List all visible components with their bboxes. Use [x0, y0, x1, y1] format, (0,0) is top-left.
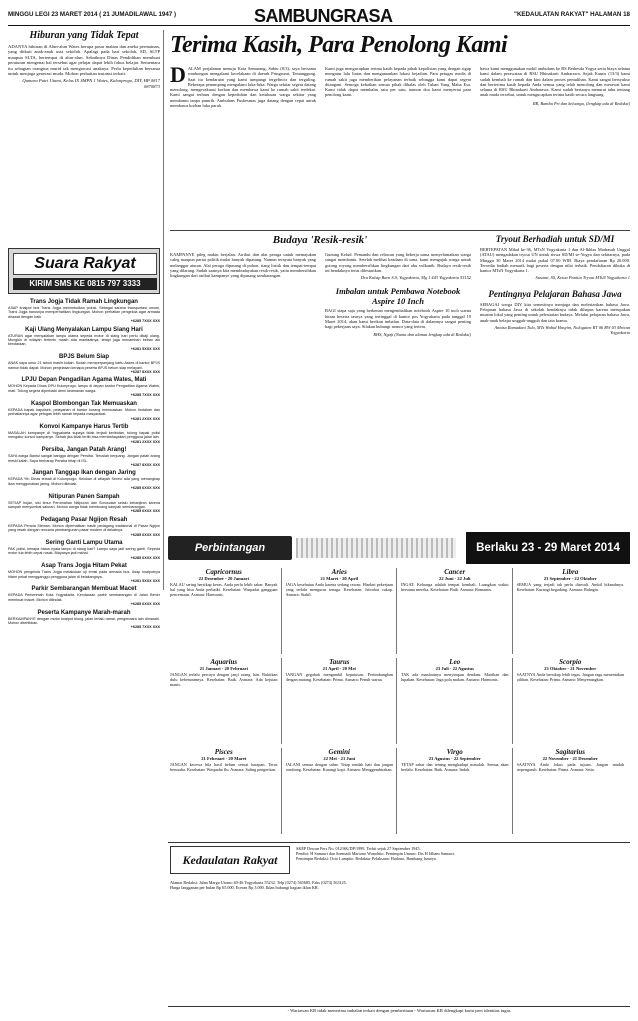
tryout-body: BERTEPATAN Milad ke-36, MTsN Yogyakarta 1 dan Al-Ikhlas Madrasah Unggul (ATAU) mengadakan tryout UN untuk siswa SD/MI se-Yogya dan sekitarnya, pada Minggu 30 Maret 2014 mulai pukul 07.00 WIB. Biaya pendaftaran Rp 20.000. Tersedia hadiah menarik bagi peserta dengan nilai terbaik. Pendaftaran dibuka di kantor MTsN Yogyakarta 1. — [480, 247, 630, 274]
masthead-line: SKEP Dewan Pers No. 012/SK/DP/1999. Terbit sejak 27 September 1945. — [296, 846, 421, 851]
zodiac-divider — [281, 748, 282, 834]
sms-item — [8, 353, 160, 374]
zodiac-divider — [512, 568, 513, 654]
zodiac-taurus — [286, 658, 394, 746]
sms-title: LPJU Depan Pengadilan Agama Wates, Mati — [21, 377, 147, 384]
column-divider — [163, 30, 164, 590]
sms-item — [8, 585, 160, 606]
sms-body: KEPADA Yth Dinas terkait di Kulonprogo. Selokan di wilayah Sermo ada yang menangkap ikan menggunakan jaring. Mohon ditindak. — [8, 477, 160, 486]
zodiac-gemini — [286, 748, 394, 836]
sms-title: Persiba, Jangan Patah Arang! — [41, 447, 127, 454]
sms-title: Kaspol Blombongan Tak Memuaskan — [31, 400, 137, 407]
zodiac-divider — [512, 658, 513, 744]
zodiac-name: Capricornus — [205, 568, 242, 576]
imbalan-title: Imbalan untuk Pembawa Notebook Aspire 10 Inch — [335, 286, 461, 307]
masthead-line: Pendiri: H Samawi dan Soemadi Martono Wonohito. Pemimpin Umum: Drs H Idham Samawi. — [296, 851, 456, 856]
imbalan-body: BAGI siapa saja yang berkenan mengembalikan notebook Aspire 10 inch warna hitam beserta tasnya yang tertinggal di kantor pos Yogyakarta pada tanggal 19 Maret 2014, akan kami berikan imbalan. Data-data di dalamnya sangat penting bagi pekerjaan saya. Silakan hubungi nomor yang tertera. — [325, 308, 471, 330]
zodiac-name: Aquarius — [210, 658, 238, 666]
sms-phone: +6285 7XXX XXX — [130, 625, 160, 630]
sms-title: Konvoi Kampanye Harus Tertib — [39, 423, 129, 430]
sms-title: BPJS Belum Siap — [58, 354, 109, 361]
zodiac-sagitarius — [517, 748, 625, 836]
sms-body: ASAP knalpot bus Trans Jogja menimbulkan polusi. Sebagai sarana transportasi umum, Trans Jogja harusnya memperhatikan lingkungan. Mohon perhatian pengelola agar armada dirawat dengan baik. — [8, 306, 160, 319]
zodiac-date: 21 Maret - 20 April — [320, 576, 359, 581]
sms-item — [8, 539, 160, 560]
masthead-line: Pemimpin Redaksi: Octo Lampito. Redaktur Pelaksana: Hudono, Bambang Ismoyo. — [296, 856, 438, 861]
main-col-3 — [480, 66, 630, 106]
page-header — [8, 6, 630, 26]
sms-body: MOHON Kepada Dinas DPU Kulonprogo, lampu di depan kantor Pengadilan Agama Wates, mati. Tolong segera diperbaiki demi keamanan warga. — [8, 384, 160, 393]
zodiac-divider — [396, 658, 397, 744]
masthead-logo-text: Kedaulatan Rakyat — [182, 853, 278, 867]
sms-body: SETIAP hujan, sisi timur Perumahan Nitipuran dan Sorosutan selalu kebanjiran karena sampah menyumbat saluran. Mohon warga tidak membuang sampah sembarangan. — [8, 500, 160, 509]
suara-rakyat-banner — [8, 248, 160, 294]
section-name: SAMBUNGRASA — [254, 6, 393, 26]
zodiac-body: JAGA kesehatan Anda karena sedang rawan. Hindari pekerjaan yang terlalu menguras tenaga. Kesehatan: Istirahat cukup. Asmara: Stabil. — [285, 582, 393, 597]
hiburan-body: ADANYA hiburan di Alun-alun Wates berupa pasar malam dan aneka permainan, yang diikuti anak-anak usia sekolah. Apalagi pada hari sekolah, SD, SLTP maupun SLTA, bertempat di alun-alun. Sebaiknya Dinas Pendidikan membuat peraturan mengenai hal tersebut agar pelajar dapat lebih fokus belajar. Sementara itu sebagian orangtua murid tak mengawasi anaknya. Perlu kepedulian bersama untuk menjaga generasi muda. Mohon perhatian instansi terkait. — [8, 44, 160, 77]
sms-body: ATURAN agar menyalakan lampu utama sepeda motor di siang hari perlu dikaji ulang. Mungkin di wilayah tertentu masih ada manfaatnya, tetapi juga menambah beban aki kendaraan. — [8, 333, 160, 347]
sms-phone: +6285 6XXX XXX — [130, 509, 160, 514]
horoscope-dates-box — [466, 532, 630, 564]
sms-title: Nitipuran Panen Sampah — [48, 493, 120, 500]
hiburan-title: Hiburan yang Tidak Tepat — [29, 30, 139, 41]
sms-body: MASALAH kampanye di Yogyakarta supaya tidak terjadi keributan, tolong bapak polisi mengatur konvoi kampanye. Sebab jika tidak tertib bisa membahayakan pengguna jalan lain. — [8, 430, 160, 440]
sms-item — [8, 469, 160, 490]
zodiac-date: 23 September - 22 Oktober — [543, 576, 597, 581]
main-signature: RR, Bambu Pri dan keluarga, (lengkap ada di Redaksi) — [532, 100, 630, 106]
sms-item — [8, 562, 160, 583]
sms-item — [8, 423, 160, 444]
zodiac-date: 21 Januari - 20 Februari — [199, 666, 248, 671]
zodiac-body: JANGAN gegabah mengambil keputusan. Pertimbangkan dengan matang. Kesehatan: Prima. Asmara: Penuh warna. — [285, 672, 393, 682]
zodiac-divider — [396, 748, 397, 834]
budaya-col-2-text: Gunung Kelud. Pemandu dan relawan yang bekerja sama menyelamatkan warga sangat membantu. Setelah melihat keadaan di sana, kami mengajak warga untuk gotong royong membersihkan lingkungan dari abu vulkanik. Budaya resik-resik ini hendaknya terus dilestarikan. — [325, 252, 471, 273]
dropcap: D — [170, 62, 186, 87]
main-col-3-text: hawa kami menggunakan mobil ambulans ke RS Bethesda Yogya serta biaya selama kami dalam perawatan di RSU Bhinakarti Ambarawa. Sejak Kamis (13/3) kami sudah kembali ke rumah dan kini dalam proses pemulihan. Kami sangat bersyukur dan berterima kasih kepada Anda semua yang telah menolong dan merawat kami selama di RSU Bhinakarti Ambarawa. Kami sudah bertanya menurut tahu tentang anak muda tersebut, untuk mengucapkan terima kasih secara langsung. — [480, 66, 630, 98]
zodiac-aries — [286, 568, 394, 656]
budaya-signature: Dra Kalsip Barn S.S, Yogyakarta, Mg 1 443 Yogyakarta 55152 — [360, 275, 471, 281]
sms-phone: +6281 5XXX XXX — [130, 346, 160, 351]
zodiac-date: 22 Juni - 22 Juli — [439, 576, 471, 581]
sms-body: BERKAMPANYE dengan motor knalpot blong, jalan terlalu ramai, pengendara lain dimarahi. Mohon ditertibkan. — [8, 616, 160, 626]
sms-phone: +6287 8XXX XXX — [130, 370, 160, 375]
main-letter-header — [170, 30, 630, 60]
zodiac-date: 23 Juli - 22 Agustus — [435, 666, 474, 671]
sms-title: Kaji Ulang Menyalakan Lampu Siang Hari — [25, 326, 143, 333]
budaya-col-2 — [325, 252, 471, 337]
zodiac-scorpio — [517, 658, 625, 746]
zodiac-libra — [517, 568, 625, 656]
zodiac-name: Aries — [331, 568, 347, 576]
sms-title: Sering Ganti Lampu Utama — [45, 540, 123, 546]
sms-phone: +6285 7XXX XXX — [130, 393, 160, 398]
sms-item — [8, 376, 160, 397]
zodiac-body: JANGAN terlalu percaya dengan janji orang lain. Buktikan dulu kebenarannya. Kesehatan: Baik. Asmara: Ada kejutan manis. — [170, 672, 278, 687]
imbalan-signature: RHS, Ngaji (Nama dan alamat lengkap ada di Redaksi) — [373, 331, 471, 337]
zodiac-body: TAK ada manfaatnya menyimpan dendam. Maafkan dan lupakan. Kesehatan: Jaga pola makan. Asmara: Harmonis. — [401, 672, 509, 682]
zodiac-body: INGAT: Keluarga adalah tempat kembali. Luangkan waktu bersama mereka. Kesehatan: Baik. Asmara: Romantis. — [401, 582, 509, 592]
sms-title: Peserta Kampanye Marah-marah — [37, 609, 131, 616]
sms-body: KEPADA Pemda Sleman. Mohon diperhatikan nasib pedagang tradisional di Pasar Ngijon yang resah dengan rencana pembangunan pasar modern di dekatnya. — [8, 523, 160, 533]
masthead-line: Harga langganan per bulan Rp 65.000. Eceran Rp 3.000. Iklan hubungi bagian iklan KR. — [170, 885, 319, 890]
sms-body: KEPADA Pemerintah Kota Yogyakarta. Kendaraan parkir sembarangan di Jalan Bener membuat macet. Mohon ditindak. — [8, 593, 160, 602]
sms-item — [8, 400, 160, 421]
zodiac-aquarius — [170, 658, 278, 746]
zodiac-body: SEMUA yang terjadi tak perlu disesali. Ambil hikmahnya. Kesehatan: Kurangi begadang. Asmara: Bahagia. — [516, 582, 624, 592]
zodiac-divider — [512, 748, 513, 834]
masthead-details — [170, 880, 630, 890]
main-title: Terima Kasih, Para Penolong Kami — [170, 32, 508, 58]
sms-phone: +6281 2XXX XXX — [130, 439, 160, 444]
sms-phone: +6287 8XXX XXX — [130, 462, 160, 467]
masthead-info — [296, 846, 630, 861]
horoscope-label-box — [168, 536, 292, 560]
tryout-title: Tryout Berhadiah untuk SD/MI — [495, 234, 615, 244]
sms-phone: +6281 5XXX XXX — [130, 579, 160, 584]
zodiac-divider — [396, 568, 397, 654]
sms-item — [8, 516, 160, 537]
zodiac-date: 21 April - 20 Mei — [322, 666, 356, 671]
sms-item — [8, 326, 160, 352]
zodiac-name: Virgo — [446, 748, 463, 756]
sms-title: Pedagang Pasar Ngijon Resah — [40, 516, 128, 523]
suara-title: Suara Rakyat — [34, 255, 136, 272]
zodiac-body: JALANI semua dengan sabar. Tetap rendah hati dan jangan sombong. Kesehatan: Kurangi kopi. Asmara: Menggembirakan. — [285, 762, 393, 772]
zodiac-divider — [281, 658, 282, 744]
sms-title: Jangan Tanggap Ikan dengan Jaring — [32, 470, 136, 477]
zodiac-name: Cancer — [444, 568, 466, 576]
tryout-letter — [480, 234, 630, 336]
sms-list — [8, 298, 160, 1006]
zodiac-name: Gemini — [328, 748, 350, 756]
footer-rule — [168, 1006, 630, 1007]
zodiac-cancer — [401, 568, 509, 656]
sms-item — [8, 493, 160, 514]
sms-phone: +6285 7XXX XXX — [130, 319, 160, 324]
zodiac-divider — [281, 568, 282, 654]
horoscope-label: Perbintangan — [194, 542, 266, 554]
budaya-col-1: KAMPANYE pileg makin berjalan. Atribut dan alat peraga untuk memajukan caleg maupun partai politik mulai banyak dipasang. Namun ternyata banyak yang melanggar aturan. Alat peraga dipasang di pohon, tiang listrik dan tempat-tempat yang dilarang. Sudah saatnya kita membudayakan resik-resik, yaitu membersihkan lingkungan dari atribut kampanye yang dipasang sembarangan. — [170, 252, 316, 279]
zodiac-name: Taurus — [329, 658, 350, 666]
zodiac-body: SAATNYA Anda fokus pada tujuan. Jangan mudah terpengaruh. Kesehatan: Prima. Asmara: Setia. — [516, 762, 624, 772]
header-page-label: "KEDAULATAN RAKYAT" HALAMAN 18 — [514, 11, 630, 18]
zodiac-body: KALAU sering bersikap keras, Anda perlu lebih sabar. Banyak hal yang bisa Anda perbaiki. Kesehatan: Waspadai gangguan pencernaan. Asmara: Harmonis. — [170, 582, 278, 597]
zodiac-body: JANGAN kecewa bila hasil belum sesuai harapan. Terus berusaha. Kesehatan: Waspadai flu. Asmara: Saling pengertian. — [170, 762, 278, 772]
pentingnya-signature: Annisa Ramadani Tula, MTs Wahid Hasyim, Nologaten RT 06 RW 03 Mrican Yogyakarta — [494, 324, 630, 336]
zodiac-body: SAATNYA Anda bersikap lebih tegas. Jangan ragu menentukan pilihan. Kesehatan: Prima. Asmara: Menyenangkan. — [516, 672, 624, 682]
horoscope-banner — [168, 532, 630, 564]
zodiac-date: 22 Mei - 21 Juni — [323, 756, 356, 761]
zodiac-name: Scorpio — [559, 658, 582, 666]
sms-body: ANAK saya umur 21 tahun masih kuliah. Sudah memperpanjang kartu Askes di kantor BPJS namun tidak dapat. Mohon penjelasan kenapa peserta BPJS belum siap melayani. — [8, 361, 160, 370]
zodiac-date: 23 Oktober - 21 November — [544, 666, 597, 671]
main-col-1 — [170, 62, 316, 109]
section-rule — [170, 230, 630, 231]
horoscope-decoration — [296, 538, 456, 558]
sms-phone: +6285 6XXX XXX — [130, 555, 160, 560]
sms-body: MOHON pengelola Trans Jogja melakukan uji emisi pada armada bus. Asap knalpotnya hitam pekat mengganggu pengguna jalan di belakangnya. — [8, 570, 160, 579]
masthead-logo — [170, 846, 290, 874]
sms-title: Trans Jogja Tidak Ramah Lingkungan — [30, 299, 138, 305]
zodiac-capricornus — [170, 568, 278, 656]
pentingnya-title: Pentingnya Pelajaran Bahasa Jawa — [488, 288, 622, 299]
sms-item — [8, 298, 160, 324]
pentingnya-body: SEBAGAI warga DIY kita semestinya menjaga dan melestarikan bahasa Jawa. Pelajaran bahasa Jawa di sekolah hendaknya tidak dihapus karena merupakan muatan lokal yang penting untuk pelestarian budaya. Melalui pelajaran bahasa Jawa, anak-anak belajar unggah-ungguh dan tata krama. — [480, 301, 630, 323]
suara-title-box — [13, 253, 157, 275]
main-col-1-text: ALAM perjalanan menuju Kota Semarang, Sabtu (8/3), saya bersama rombongan mengalami kecelakaan di daerah Pringsurat, Temanggung. Saat itu kendaraan yang kami tumpangi tergelincir dan terguling. Beberapa penumpang mengalami luka-luka. Warga sekitar segera datang menolong, mengevakuasi korban dan membawa kami ke rumah sakit terdekat. Kami sangat terharu dengan kepedulian dan ketulusan warga sekitar yang membantu tanpa pamrih. Ambulans Puskesmas juga datang dengan cepat untuk membawa korban luka parah. — [170, 66, 316, 109]
budaya-letter — [170, 234, 470, 249]
sms-body: SAYA warga Bantul sangat bangga dengan Persiba. Teruslah berjuang. Jangan patah arang meski kalah. Saya berharap Persiba tetap di ISL. — [8, 454, 160, 463]
sms-phone: +6281 2XXX XXX — [130, 416, 160, 421]
sms-title: Parkir Sembarangan Membuat Macet — [31, 586, 137, 593]
sms-phone: +6285 6XXX XXX — [130, 486, 160, 491]
zodiac-body: TETAP sabar dan tenang menghadapi masalah. Semua akan berlalu. Kesehatan: Baik. Asmara: Indah. — [401, 762, 509, 772]
horoscope-dates: Berlaku 23 - 29 Maret 2014 — [476, 542, 620, 554]
zodiac-grid — [168, 568, 630, 838]
hiburan-signature: Qamara Putri Utami, Kelas IX SMPN 1 Wates, Kulonprogo, DIY, HP 0817 0870873 — [22, 78, 160, 89]
budaya-title: Budaya 'Resik-resik' — [272, 234, 368, 246]
main-col-2: Kami juga mengucapkan terima kasih kepada pihak kepolisian yang dengan sigap mengatur lalu lintas dan mengamankan lokasi kejadian. Para petugas medis di rumah sakit juga memberikan pelayanan terbaik sehingga kami dapat segera ditangani. Semoga kebaikan semua pihak dibalas oleh Tuhan Yang Maha Esa. Kami tidak dapat membalas satu per satu, namun doa kami menyertai para penolong kami. — [325, 66, 471, 98]
sms-body: KEPADA bapak kapolsek, pelayanan di kantor kurang memuaskan. Mohon tindakan dan perhatiannya agar petugas lebih ramah kepada masyarakat. — [8, 407, 160, 417]
masthead-footer: - Wartawan KR tidak menerima imbalan terkait dengan pemberitaan - Wartawan KR dilengkapi kartu pers identitas tugas — [287, 1008, 511, 1013]
zodiac-date: 21 Februari - 20 Maret — [201, 756, 247, 761]
sms-phone: +6285 6XXX XXX — [130, 532, 160, 537]
zodiac-date: 23 Agustus - 22 September — [428, 756, 481, 761]
sms-item — [8, 609, 160, 630]
zodiac-date: 22 November - 21 Desember — [542, 756, 598, 761]
zodiac-name: Libra — [562, 568, 579, 576]
zodiac-name: Pisces — [214, 748, 233, 756]
suara-phone: KIRIM SMS KE 0815 797 3333 — [13, 278, 157, 290]
masthead-line: Alamat Redaksi: Jalan Margo Utomo 40-46 Yogyakarta 55232. Telp (0274) 565685. Faks (0274) 563125. — [170, 880, 347, 885]
tryout-signature: Susanti, SS, Ketua Panitia Tryout MTsN Yogyakarta 1 — [535, 275, 630, 281]
zodiac-leo — [401, 658, 509, 746]
zodiac-virgo — [401, 748, 509, 836]
sms-body: PAK polisi, kenapa harus nyala lampu di siang hari? Lampu saya jadi sering ganti. Sepeda motor tua lebih cepat rusak. Biayanya jadi mahal. — [8, 547, 160, 556]
sms-item — [8, 446, 160, 467]
zodiac-name: Sagitarius — [555, 748, 586, 756]
zodiac-pisces — [170, 748, 278, 836]
zodiac-name: Leo — [449, 658, 461, 666]
sms-title: Asap Trans Jogja Hitam Pekat — [41, 563, 127, 570]
masthead-rule — [168, 842, 630, 843]
header-date: MINGGU LEGI 23 MARET 2014 ( 21 JUMADILAWAL 1947 ) — [8, 11, 177, 18]
sms-phone: +6285 6XXX XXX — [130, 602, 160, 607]
zodiac-date: 22 Desember - 20 Januari — [198, 576, 249, 581]
hiburan-letter — [8, 30, 160, 89]
